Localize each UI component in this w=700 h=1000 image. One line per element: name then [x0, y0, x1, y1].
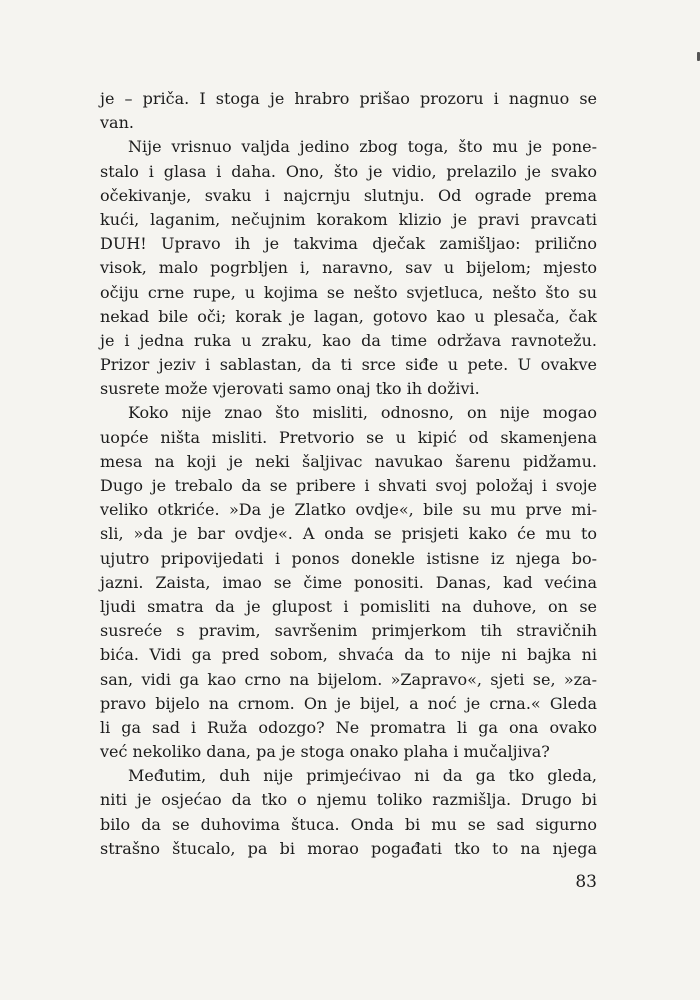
text-line: van.	[100, 113, 134, 133]
text-line: ljudi smatra da je glupost i pomisliti na duhove, on se	[100, 596, 597, 616]
text-line: očekivanje, svaku i najcrnju slutnju. Od ograde prema	[100, 185, 597, 205]
text-line: Nije vrisnuo valjda jedino zbog toga, što mu je pone-	[128, 137, 597, 157]
text-line: DUH! Upravo ih je takvima dječak zamišljao: prilično	[100, 234, 597, 254]
text-line: susreće s pravim, savršenim primjerkom tih stravičnih	[100, 621, 597, 641]
text-line: bića. Vidi ga pred sobom, shvaća da to nije ni bajka ni	[100, 645, 597, 665]
body-text	[100, 87, 597, 861]
text-line: ujutro pripovijedati i ponos donekle istisne iz njega bo-	[100, 548, 597, 568]
text-line: sli, »da je bar ovdje«. A onda se prisjeti kako će mu to	[100, 524, 597, 544]
text-line: je i jedna ruka u zraku, kao da time održava ravnotežu.	[100, 330, 597, 350]
text-line: Prizor jeziv i sablastan, da ti srce siđe u pete. U ovakve	[100, 355, 597, 375]
text-line: san, vidi ga kao crno na bijelom. »Zapravo«, sjeti se, »za-	[100, 669, 597, 689]
text-line: uopće ništa misliti. Pretvorio se u kipić od skamenjena	[100, 427, 597, 447]
text-line: veliko otkriće. »Da je Zlatko ovdje«, bile su mu prve mi-	[100, 500, 597, 520]
text-line: bilo da se duhovima štuca. Onda bi mu se sad sigurno	[100, 814, 597, 834]
text-line: pravo bijelo na crnom. On je bijel, a noć je crna.« Gleda	[100, 693, 597, 713]
text-line: jazni. Zaista, imao se čime ponositi. Danas, kad većina	[100, 572, 597, 592]
text-line: visok, malo pogrbljen i, naravno, sav u bijelom; mjesto	[100, 258, 597, 278]
text-line: je – priča. I stoga je hrabro prišao prozoru i nagnuo se	[100, 89, 597, 108]
text-line: Koko nije znao što misliti, odnosno, on nije mogao	[128, 403, 597, 423]
paragraph	[100, 764, 597, 861]
text-line: očiju crne rupe, u kojima se nešto svjetluca, nešto što su	[100, 282, 597, 302]
text-line: stalo i glasa i daha. Ono, što je vidio, prelazilo je svako	[100, 161, 597, 181]
text-line: susrete može vjerovati samo onaj tko ih doživi.	[100, 379, 480, 399]
page-number: 83	[575, 872, 597, 892]
text-line: li ga sad i Ruža odozgo? Ne promatra li ga ona ovako	[100, 717, 597, 737]
paragraph	[100, 135, 597, 401]
text-line: niti je osjećao da tko o njemu toliko razmišlja. Drugo bi	[100, 790, 597, 810]
text-line: već nekoliko dana, pa je stoga onako plaha i mučaljiva?	[100, 742, 550, 762]
text-line: Dugo je trebalo da se pribere i shvati svoj položaj i svoje	[100, 476, 597, 495]
text-line: mesa na koji je neki šaljivac navukao šarenu pidžamu.	[100, 451, 597, 471]
text-line: Međutim, duh nije primjećivao ni da ga tko gleda,	[128, 766, 597, 786]
text-line: kući, laganim, nečujnim korakom klizio je pravi pravcati	[100, 209, 597, 229]
paragraph	[100, 87, 597, 135]
text-line: nekad bile oči; korak je lagan, gotovo kao u plesača, čak	[100, 306, 597, 326]
text-line: strašno štucalo, pa bi morao pogađati tko to na njega	[100, 838, 597, 858]
paragraph	[100, 401, 597, 764]
